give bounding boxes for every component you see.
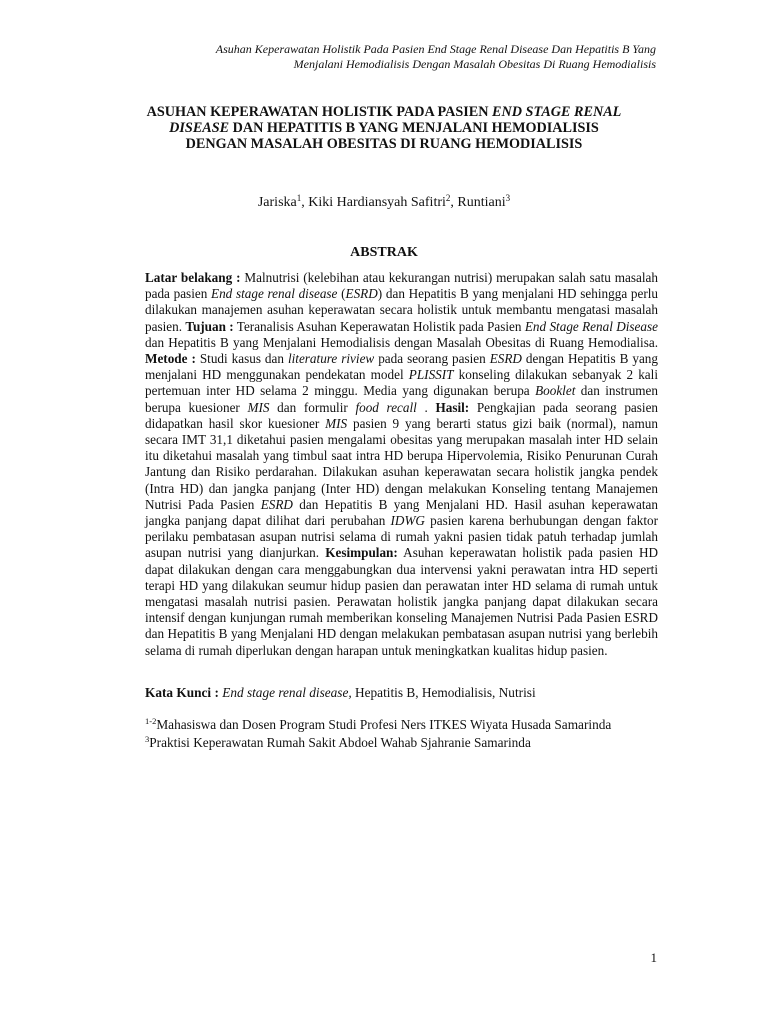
- abstract-italic: IDWG: [390, 513, 425, 529]
- keywords-italic: End stage renal disease,: [218, 685, 352, 700]
- abstract-italic: ESRD: [260, 496, 293, 512]
- affiliation-2-text: Praktisi Keperawatan Rumah Sakit Abdoel Wahab Sjahranie Samarinda: [149, 735, 531, 750]
- abstract-text: (: [337, 286, 346, 302]
- abstract-text: dan instrumen berupa kuesioner: [145, 383, 658, 415]
- abstract-text: Teranalisis Asuhan Keperawatan Holistik pada Pasien: [233, 318, 525, 334]
- running-head-line-2: Menjalani Hemodialisis Dengan Masalah Obesitas Di Ruang Hemodialisis: [293, 57, 656, 71]
- abstract-italic: End stage renal disease: [211, 286, 338, 302]
- abstract-italic: Booklet: [535, 383, 576, 399]
- abstract-italic: PLISSIT: [408, 367, 454, 383]
- abstract-italic: food recall: [355, 399, 417, 415]
- keywords-rest: Hepatitis B, Hemodialisis, Nutrisi: [351, 685, 536, 700]
- running-head-line-1: Asuhan Keperawatan Holistik Pada Pasien End Stage Renal Disease Dan Hepatitis B Yang: [215, 42, 656, 56]
- author-2-marker: 2: [445, 193, 451, 203]
- author-separator: ,: [450, 195, 458, 210]
- abstract-italic: MIS: [247, 399, 270, 415]
- title-part-1: ASUHAN KEPERAWATAN HOLISTIK PADA PASIEN: [146, 104, 493, 120]
- author-2: Kiki Hardiansyah Safitri: [308, 195, 446, 210]
- abstract-italic: ESRD: [345, 286, 378, 302]
- abstract-italic: MIS: [325, 415, 348, 431]
- abstract-text: pasien karena berhubungan dengan faktor perilaku pembatasan asupan nutrisi selama di rumah yakni pasien tidak patuh terhadap jumlah asupan nutrisi yang dianjurkan.: [145, 513, 659, 561]
- keywords-label: Kata Kunci :: [145, 685, 219, 700]
- title-part-italic: END STAGE RENAL DISEASE: [169, 104, 622, 136]
- author-3-marker: 3: [505, 193, 511, 203]
- page-number: 1: [650, 950, 657, 965]
- abstract-italic: literature riview: [287, 351, 375, 367]
- abstract-italic: ESRD: [489, 351, 522, 367]
- abstract-text: dan Hepatitis B yang Menjalani Hemodialisis dengan Masalah Obesitas di Ruang Hemodialisa.: [145, 334, 658, 350]
- abstract-text: pasien 9 yang berarti status gizi baik (normal), namun secara IMT 31,1 diketahui pasien mengalami obesitas yang merupakan masalah inter HD selain itu diketahui masalah yang timbul saat intra HD berupa Hipervolemia, Risiko Penurunan Curah Jantung dan Risiko perdarahan. Dilakukan asuhan keperawatan secara holistik jangka pendek (Intra HD) dan jangka panjang (Inter HD) dengan melakukan Konseling tentang Manajemen Nutrisi Pada Pasien: [145, 415, 658, 512]
- label-hasil: Hasil:: [435, 399, 470, 415]
- affiliation-1: [145, 716, 658, 733]
- author-3: Runtiani: [457, 195, 506, 210]
- abstract-heading: ABSTRAK: [350, 245, 418, 260]
- abstract-text: konseling dilakukan sebanyak 2 kali pertemuan inter HD selama 2 minggu. Media yang digunakan berupa: [145, 367, 658, 399]
- abstract-text: Studi kasus dan: [195, 351, 288, 367]
- affiliation-2: [145, 734, 658, 751]
- title-part-3: DAN HEPATITIS B YANG MENJALANI HEMODIALISIS DENGAN MASALAH OBESITAS DI RUANG HEMODIALISIS: [185, 120, 599, 152]
- author-1-marker: 1: [296, 193, 302, 203]
- author-1: Jariska: [257, 195, 297, 210]
- running-head: [136, 42, 656, 72]
- abstract-body: [145, 270, 658, 659]
- affiliation-1-marker: 1-2: [145, 716, 157, 726]
- abstract-text: dan formulir: [269, 399, 356, 415]
- author-list: [145, 193, 623, 211]
- affiliation-1-text: Mahasiswa dan Dosen Program Studi Profesi Ners ITKES Wiyata Husada Samarinda: [156, 717, 612, 732]
- abstract-text: .: [416, 399, 436, 415]
- author-separator: ,: [301, 195, 309, 210]
- label-kesimpulan: Kesimpulan:: [325, 545, 398, 561]
- paper-title: [145, 104, 623, 152]
- label-tujuan: Tujuan :: [185, 318, 234, 334]
- label-latar-belakang: Latar belakang :: [145, 270, 241, 285]
- abstract-text: Asuhan keperawatan holistik pada pasien HD dapat dilakukan dengan cara menggabungkan dua intervensi yakni perawatan intra HD seperti terapi HD yang dilakukan seumur hidup pasien dan perawatan inter HD selama di rumah untuk mengatasi masalah nutrisi pasien. Perawatan holistik jangka panjang dapat dilakukan secara intensif dengan kunjungan rumah memberikan konseling Manajemen Nutrisi Pada Pasien ESRD dan Hepatitis B yang Menjalani HD dengan melakukan pembatasan asupan nutrisi yang berlebih selama di rumah diperlukan dengan harapan untuk meningkatkan kualitas hidup pasien.: [145, 545, 658, 658]
- label-metode: Metode :: [145, 351, 196, 367]
- abstract-text: Malnutrisi (kelebihan atau kekurangan nutrisi) merupakan salah satu masalah pada pasien: [145, 270, 658, 302]
- abstract-text: Pengkajian pada seorang pasien didapatkan hasil skor kuesioner: [145, 399, 659, 431]
- abstract-text: ) dan Hepatitis B yang menjalani HD sehingga perlu dilakukan manajemen asuhan keperawatan secara holistik untuk membantu mengatasi masalah pasien.: [145, 286, 658, 334]
- keywords: [145, 685, 658, 701]
- abstract-text: pada seorang pasien: [374, 351, 490, 367]
- abstract-italic: End Stage Renal Disease: [524, 318, 658, 334]
- abstract-text: dengan Hepatitis B yang menjalani HD menggunakan pendekatan model: [145, 351, 658, 383]
- abstract-text: dan Hepatitis B yang Menjalani HD. Hasil asuhan keperawatan jangka panjang dapat dilihat dari perubahan: [145, 496, 658, 529]
- affiliation-2-marker: 3: [145, 734, 150, 744]
